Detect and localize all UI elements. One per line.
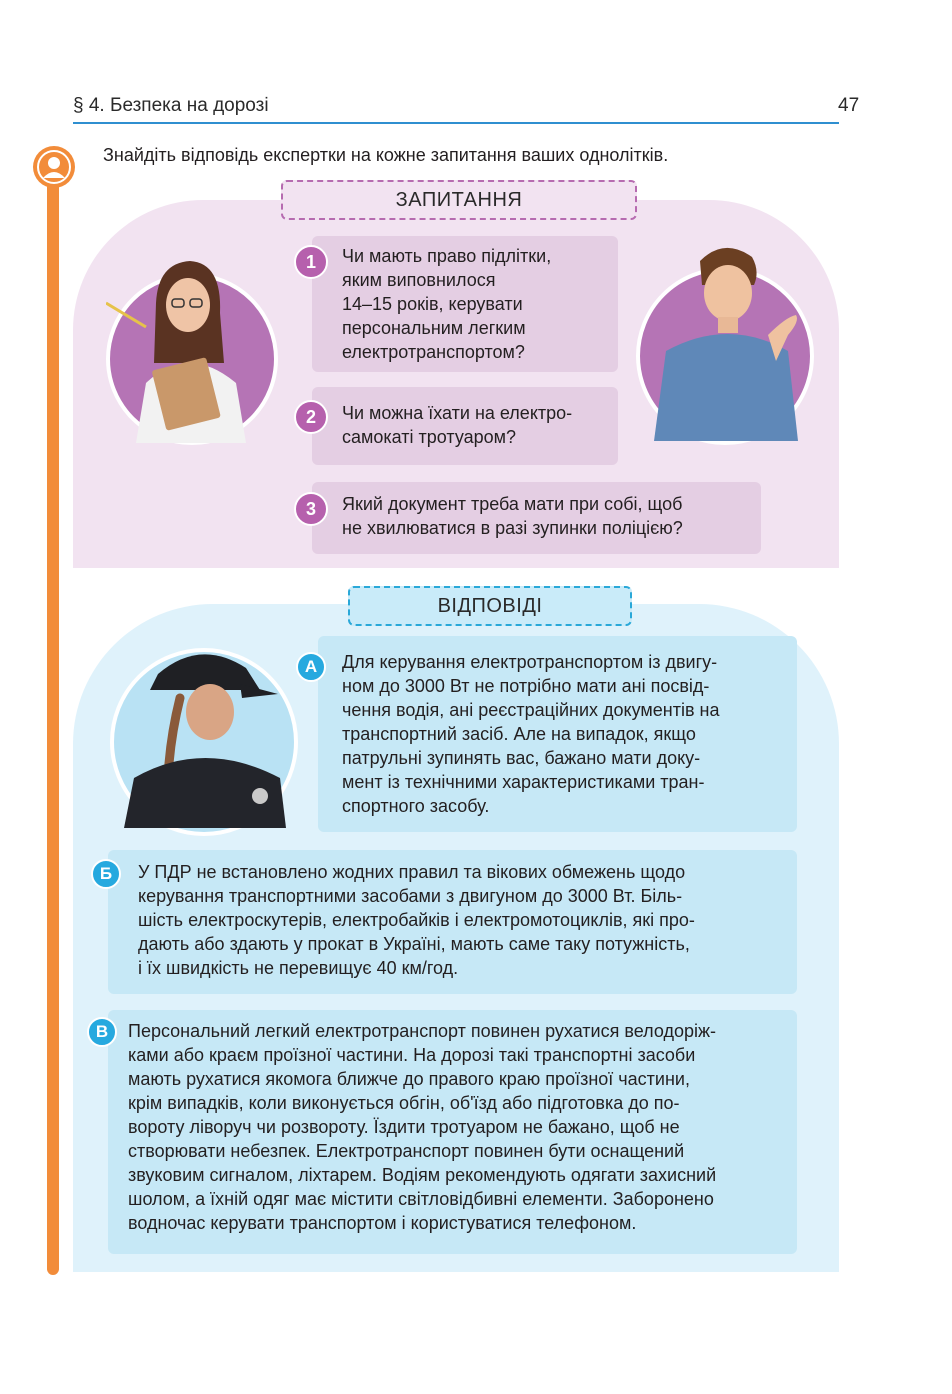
expert-icon — [33, 146, 75, 188]
teen-girl-portrait — [106, 273, 278, 445]
answer-letter-a: А — [296, 652, 326, 682]
question-card-2 — [312, 387, 618, 465]
answer-c-line: Персональний легкий електротранспорт повинен рухатися велодоріж- — [128, 1021, 717, 1041]
answer-b-line: дають або здають у прокат в Україні, мають саме таку потужність, — [138, 934, 690, 954]
questions-tag: ЗАПИТАННЯ — [281, 180, 637, 220]
teen-boy-portrait — [636, 267, 814, 445]
page-number: 47 — [838, 95, 860, 116]
header-divider — [73, 122, 839, 124]
police-officer-portrait — [110, 648, 298, 836]
question-card-3 — [312, 482, 761, 554]
answer-c-line: ками або краєм проїзної частини. На дорозі такі транспортні засоби — [128, 1045, 696, 1065]
answer-a-line: ном до 3000 Вт не потрібно мати ані посвід- — [342, 676, 710, 696]
question-1-line: Чи мають право підлітки, — [342, 246, 552, 266]
answer-letter-b: Б — [91, 859, 121, 889]
answer-c-line: водночас керувати транспортом і користуватися телефоном. — [128, 1213, 637, 1233]
question-1-line: електротранспортом? — [342, 342, 525, 362]
question-2-line: самокаті тротуаром? — [342, 427, 517, 447]
question-2-line: Чи можна їхати на електро- — [342, 403, 573, 423]
question-1-line: персональним легким — [342, 318, 526, 338]
answer-card-b — [108, 850, 797, 994]
answer-c-line: мають рухатися якомога ближче до правого краю проїзної частини, — [128, 1069, 690, 1089]
side-accent-bar — [47, 180, 59, 1275]
answer-c-line: вороту ліворуч чи розвороту. Їздити тротуаром не бажано, щоб не — [128, 1117, 680, 1137]
question-3-line: не хвилюватися в разі зупинки поліцією? — [342, 518, 683, 538]
question-number-3: 3 — [294, 492, 328, 526]
question-card-1 — [312, 236, 618, 372]
question-number-1: 1 — [294, 245, 328, 279]
answer-b-line: і їх швидкість не перевищує 40 км/год. — [138, 958, 459, 978]
answer-a-line: чення водія, ані реєстраційних документів на — [342, 700, 720, 720]
answer-a-line: спортного засобу. — [342, 796, 490, 816]
question-3-line: Який документ треба мати при собі, щоб — [342, 494, 683, 514]
answer-a-line: транспортний засіб. Але на випадок, якщо — [342, 724, 696, 744]
answer-c-line: створювати небезпек. Електротранспорт повинен бути оснащений — [128, 1141, 685, 1161]
answer-b-line: керування транспортними засобами з двигуном до 3000 Вт. Біль- — [138, 886, 683, 906]
answer-c-line: крім випадків, коли виконується обгін, об'їзд або підготовка до по- — [128, 1093, 680, 1113]
answer-letter-c: В — [87, 1017, 117, 1047]
answer-c-line: шолом, а їхній одяг має містити світловідбивні елементи. Заборонено — [128, 1189, 714, 1209]
answer-card-c — [108, 1010, 797, 1254]
answers-tag: ВІДПОВІДІ — [348, 586, 632, 626]
question-1-line: 14–15 років, керувати — [342, 294, 523, 314]
question-number-2: 2 — [294, 400, 328, 434]
answer-a-line: патрульні зупинять вас, бажано мати доку- — [342, 748, 701, 768]
question-1-line: яким виповнилося — [342, 270, 496, 290]
answer-c-line: звуковим сигналом, ліхтарем. Водіям рекомендують одягати захисний — [128, 1165, 717, 1185]
answer-a-line: мент із технічними характеристиками тран- — [342, 772, 705, 792]
running-header-title: § 4. Безпека на дорозі — [73, 95, 269, 116]
intro-instruction: Знайдіть відповідь експертки на кожне запитання ваших однолітків. — [103, 145, 669, 165]
answer-card-a — [318, 636, 797, 832]
answer-b-line: У ПДР не встановлено жодних правил та вікових обмежень щодо — [138, 862, 686, 882]
answer-b-line: шість електроскутерів, електробайків і електромотоциклів, які про- — [138, 910, 695, 930]
answer-a-line: Для керування електротранспортом із двигу- — [342, 652, 718, 672]
